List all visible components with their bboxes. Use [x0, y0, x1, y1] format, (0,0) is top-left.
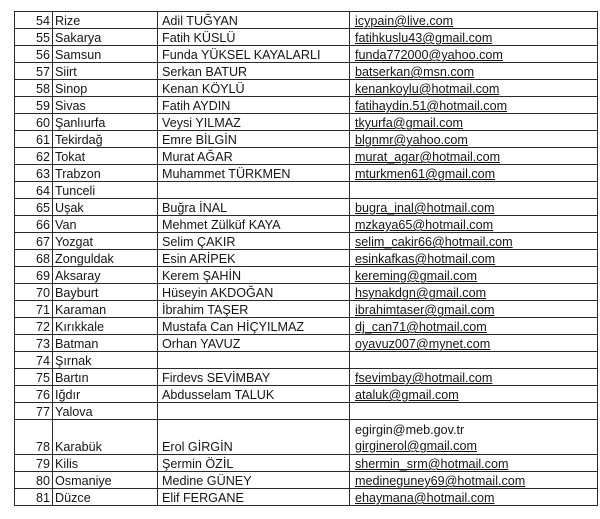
- table-row: [15, 182, 598, 199]
- table-row: [15, 420, 598, 455]
- email-address[interactable]: blgnmr@yahoo.com: [350, 131, 598, 148]
- row-number: 69: [15, 267, 53, 284]
- table-row: [15, 131, 598, 148]
- row-number: 71: [15, 301, 53, 318]
- email-address[interactable]: mturkmen61@gmail.com: [350, 165, 598, 182]
- table-row: [15, 489, 598, 506]
- email-address[interactable]: medineguney69@hotmail.com: [350, 472, 598, 489]
- province-name: Yalova: [53, 403, 158, 420]
- contact-table-body: [15, 12, 598, 420]
- province-name: Kilis: [53, 455, 158, 472]
- person-name: Mustafa Can HİÇYILMAZ: [158, 318, 350, 335]
- email-address[interactable]: fatihkuslu43@gmail.com: [350, 29, 598, 46]
- row-number: 68: [15, 250, 53, 267]
- province-name: Şırnak: [53, 352, 158, 369]
- province-name: Van: [53, 216, 158, 233]
- row-number: 56: [15, 46, 53, 63]
- table-row: [15, 114, 598, 131]
- province-name: Iğdır: [53, 386, 158, 403]
- email-address[interactable]: murat_agar@hotmail.com: [350, 148, 598, 165]
- row-number: 60: [15, 114, 53, 131]
- email-address[interactable]: egirgin@meb.gov.tr: [355, 423, 465, 437]
- table-row: [15, 472, 598, 489]
- email-address[interactable]: fsevimbay@hotmail.com: [350, 369, 598, 386]
- province-name: Kırıkkale: [53, 318, 158, 335]
- row-number: 57: [15, 63, 53, 80]
- row-number: 59: [15, 97, 53, 114]
- email-address[interactable]: tkyurfa@gmail.com: [350, 114, 598, 131]
- email-cell: [350, 420, 598, 455]
- province-name: Yozgat: [53, 233, 158, 250]
- person-name: Funda YÜKSEL KAYALARLI: [158, 46, 350, 63]
- person-name: [158, 352, 350, 369]
- person-name: Fatih KÜSLÜ: [158, 29, 350, 46]
- table-row: [15, 46, 598, 63]
- email-address[interactable]: batserkan@msn.com: [350, 63, 598, 80]
- province-name: Tokat: [53, 148, 158, 165]
- person-name: Firdevs SEVİMBAY: [158, 369, 350, 386]
- table-row: [15, 318, 598, 335]
- person-name: Kenan KÖYLÜ: [158, 80, 350, 97]
- province-name: Sinop: [53, 80, 158, 97]
- province-name: Osmaniye: [53, 472, 158, 489]
- row-number: 79: [15, 455, 53, 472]
- province-name: Tunceli: [53, 182, 158, 199]
- person-name: İbrahim TAŞER: [158, 301, 350, 318]
- table-row: [15, 165, 598, 182]
- email-address[interactable]: bugra_inal@hotmail.com: [350, 199, 598, 216]
- person-name: Murat AĞAR: [158, 148, 350, 165]
- person-name: Emre BİLGİN: [158, 131, 350, 148]
- email-address[interactable]: oyavuz007@mynet.com: [350, 335, 598, 352]
- province-name: Batman: [53, 335, 158, 352]
- email-address[interactable]: ataluk@gmail.com: [350, 386, 598, 403]
- row-number: 76: [15, 386, 53, 403]
- email-address[interactable]: [350, 403, 598, 420]
- email-address[interactable]: esinkafkas@hotmail.com: [350, 250, 598, 267]
- table-row: [15, 97, 598, 114]
- table-row: [15, 403, 598, 420]
- province-name: Karabük: [53, 420, 158, 455]
- province-name: Bayburt: [53, 284, 158, 301]
- province-name: Samsun: [53, 46, 158, 63]
- table-row: [15, 352, 598, 369]
- province-name: Trabzon: [53, 165, 158, 182]
- person-name: Hüseyin AKDOĞAN: [158, 284, 350, 301]
- province-name: Karaman: [53, 301, 158, 318]
- person-name: Şermin ÖZİL: [158, 455, 350, 472]
- table-row: [15, 63, 598, 80]
- email-address[interactable]: dj_can71@hotmail.com: [350, 318, 598, 335]
- table-row: [15, 216, 598, 233]
- table-row: [15, 267, 598, 284]
- table-row: [15, 284, 598, 301]
- row-number: 70: [15, 284, 53, 301]
- table-row: [15, 29, 598, 46]
- email-address[interactable]: fatihaydin.51@hotmail.com: [350, 97, 598, 114]
- person-name: Fatih AYDIN: [158, 97, 350, 114]
- email-address[interactable]: ehaymana@hotmail.com: [350, 489, 598, 506]
- person-name: [158, 182, 350, 199]
- row-number: 55: [15, 29, 53, 46]
- row-number: 81: [15, 489, 53, 506]
- table-row: [15, 455, 598, 472]
- person-name: Veysi YILMAZ: [158, 114, 350, 131]
- email-address[interactable]: hsynakdgn@gmail.com: [350, 284, 598, 301]
- row-number: 64: [15, 182, 53, 199]
- table-row: [15, 369, 598, 386]
- email-address[interactable]: funda772000@yahoo.com: [350, 46, 598, 63]
- person-name: Buğra İNAL: [158, 199, 350, 216]
- email-address[interactable]: mzkaya65@hotmail.com: [350, 216, 598, 233]
- email-address[interactable]: [350, 182, 598, 199]
- person-name: Erol GİRGİN: [158, 420, 350, 455]
- province-name: Zonguldak: [53, 250, 158, 267]
- table-row: [15, 301, 598, 318]
- table-row: [15, 386, 598, 403]
- row-number: 66: [15, 216, 53, 233]
- row-number: 72: [15, 318, 53, 335]
- table-row: [15, 250, 598, 267]
- person-name: Medine GÜNEY: [158, 472, 350, 489]
- person-name: [158, 403, 350, 420]
- email-address[interactable]: [350, 352, 598, 369]
- person-name: Muhammet TÜRKMEN: [158, 165, 350, 182]
- province-name: Şanlıurfa: [53, 114, 158, 131]
- email-address[interactable]: ibrahimtaser@gmail.com: [350, 301, 598, 318]
- person-name: Orhan YAVUZ: [158, 335, 350, 352]
- person-name: Esin ARİPEK: [158, 250, 350, 267]
- email-address[interactable]: icypain@live.com: [350, 12, 598, 29]
- province-name: Düzce: [53, 489, 158, 506]
- person-name: Mehmet Zülküf KAYA: [158, 216, 350, 233]
- row-number: 74: [15, 352, 53, 369]
- row-number: 78: [15, 420, 53, 455]
- row-number: 75: [15, 369, 53, 386]
- province-name: Rize: [53, 12, 158, 29]
- table-row: [15, 148, 598, 165]
- province-name: Sakarya: [53, 29, 158, 46]
- person-name: Selim ÇAKIR: [158, 233, 350, 250]
- contact-table: [14, 11, 598, 506]
- email-address[interactable]: kenankoylu@hotmail.com: [350, 80, 598, 97]
- row-number: 65: [15, 199, 53, 216]
- province-name: Siirt: [53, 63, 158, 80]
- person-name: Elif FERGANE: [158, 489, 350, 506]
- province-name: Sivas: [53, 97, 158, 114]
- table-row: [15, 233, 598, 250]
- email-address[interactable]: kereming@gmail.com: [350, 267, 598, 284]
- contact-list-sheet: [14, 11, 597, 506]
- row-number: 73: [15, 335, 53, 352]
- table-row: [15, 80, 598, 97]
- person-name: Serkan BATUR: [158, 63, 350, 80]
- row-number: 54: [15, 12, 53, 29]
- table-row: [15, 199, 598, 216]
- province-name: Bartın: [53, 369, 158, 386]
- person-name: Kerem ŞAHİN: [158, 267, 350, 284]
- row-number: 62: [15, 148, 53, 165]
- province-name: Tekirdağ: [53, 131, 158, 148]
- row-number: 58: [15, 80, 53, 97]
- table-row: [15, 12, 598, 29]
- person-name: Adil TUĞYAN: [158, 12, 350, 29]
- row-number: 67: [15, 233, 53, 250]
- province-name: Aksaray: [53, 267, 158, 284]
- table-row: [15, 335, 598, 352]
- email-address[interactable]: selim_cakir66@hotmail.com: [350, 233, 598, 250]
- contact-table-body-end: [15, 455, 598, 506]
- contact-table-body-multiline: [15, 420, 598, 455]
- email-address[interactable]: shermin_srm@hotmail.com: [350, 455, 598, 472]
- row-number: 80: [15, 472, 53, 489]
- row-number: 63: [15, 165, 53, 182]
- person-name: Abdusselam TALUK: [158, 386, 350, 403]
- province-name: Uşak: [53, 199, 158, 216]
- row-number: 77: [15, 403, 53, 420]
- email-address[interactable]: girginerol@gmail.com: [355, 439, 477, 453]
- row-number: 61: [15, 131, 53, 148]
